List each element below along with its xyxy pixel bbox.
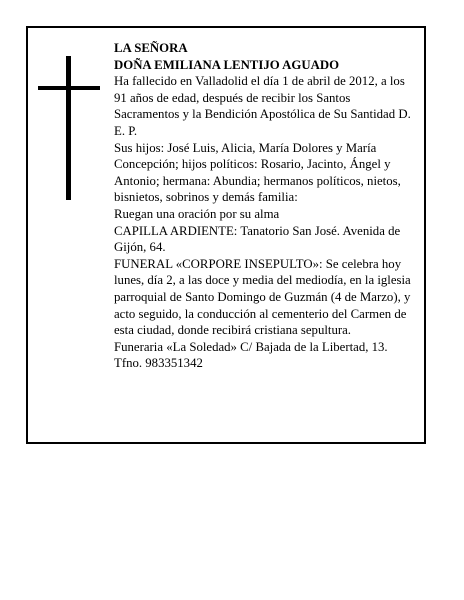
deceased-name: DOÑA EMILIANA LENTIJO AGUADO	[114, 57, 340, 72]
family-members: Sus hijos: José Luis, Alicia, María Dolores y María Concepción; hijos políticos: Rosario, Jacinto, Ángel y Antonio; hermana: Abundia; hermanos políticos, nietos, bisnietos, sobrinos y demás familia:	[114, 140, 401, 205]
funeral-home-contact: Funeraria «La Soledad» C/ Bajada de la Libertad, 13. Tfno. 983351342	[114, 339, 388, 371]
notice-heading-title: LA SEÑORA	[114, 41, 188, 55]
chapel-information: CAPILLA ARDIENTE: Tanatorio San José. Avenida de Gijón, 64.	[114, 223, 401, 255]
funeral-information: FUNERAL «CORPORE INSEPULTO»: Se celebra hoy lunes, día 2, a las doce y media del mediodía, en la iglesia parroquial de Santo Domingo de Guzmán (4 de Marzo), y acto seguido, la conducción al cementerio del Carmen de esta ciudad, donde recibirá cristiana sepultura.	[114, 256, 411, 338]
death-announcement: Ha fallecido en Valladolid el día 1 de abril de 2012, a los 91 años de edad, después de recibir los Santos Sacramentos y la Bendición Apostólica de Su Santidad D. E. P.	[114, 74, 411, 138]
cross-horizontal-bar	[38, 86, 100, 90]
prayer-request: Ruegan una oración por su alma	[114, 206, 280, 221]
notice-text	[114, 40, 418, 372]
cross-vertical-bar	[66, 56, 71, 200]
obituary-notice	[26, 26, 426, 444]
latin-cross-icon	[38, 56, 100, 200]
